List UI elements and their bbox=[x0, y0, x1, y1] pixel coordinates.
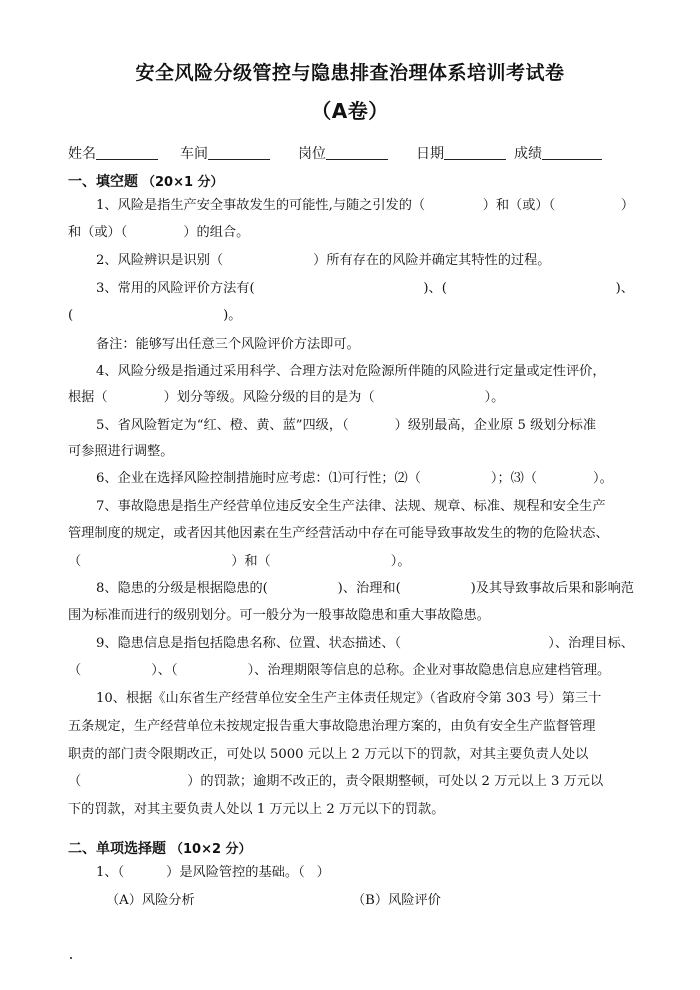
question-9-line-2: （ ）、（ ）、治理期限等信息的总称。企业对事故隐患信息应建档管理。 bbox=[68, 663, 611, 678]
question-1-line-1: 1、风险是指生产安全事故发生的可能性,与随之引发的（ ）和（或）（ ） bbox=[96, 198, 634, 213]
question-10-line-4: （ ）的罚款；逾期不改正的，责令限期整顿，可处以 2 万元以上 3 万元以 bbox=[68, 774, 604, 789]
student-info-row bbox=[68, 143, 648, 163]
section-title: 一、填空题 bbox=[68, 174, 138, 190]
question-1-line-2: 和（或）（ ）的组合。 bbox=[68, 225, 250, 240]
question-8-line-2: 围为标准而进行的级别划分。可一般分为一般事故隐患和重大事故隐患。 bbox=[68, 608, 490, 623]
page-title: 安全风险分级管控与隐患排查治理体系培训考试卷 bbox=[135, 62, 565, 84]
question-7-line-1: 7、事故隐患是指生产经营单位违反安全生产法律、法规、规章、标准、规程和安全生产 bbox=[96, 499, 606, 514]
question-7-line-3: （ ）和（ ）。 bbox=[68, 554, 411, 569]
option-b[interactable]: （B）风险评价 bbox=[352, 893, 441, 908]
name-field[interactable] bbox=[96, 145, 158, 160]
score-field[interactable] bbox=[542, 145, 602, 160]
workshop-label: 车间 bbox=[180, 146, 208, 162]
post-field[interactable] bbox=[326, 145, 388, 160]
question-10-line-5: 下的罚款，对其主要负责人处以 1 万元以上 2 万元以下的罚款。 bbox=[68, 802, 445, 817]
question-10-line-1: 10、根据《山东省生产经营单位安全生产主体责任规定》（省政府令第 303 号）第三十 bbox=[96, 691, 602, 706]
question-3-note: 备注：能够写出任意三个风险评价方法即可。 bbox=[96, 337, 360, 352]
question-3-line-1: 3、常用的风险评价方法有( )、( )、 bbox=[96, 281, 634, 296]
question-7-line-2: 管理制度的规定，或者因其他因素在生产经营活动中存在可能导致事故发生的物的危险状态、 bbox=[68, 526, 609, 541]
option-a[interactable]: （A）风险分析 bbox=[106, 893, 195, 908]
choice-question-1: 1、（ ）是风险管控的基础。（ ） bbox=[96, 865, 330, 880]
section-heading bbox=[68, 838, 252, 858]
question-3-line-2: ( )。 bbox=[68, 308, 242, 323]
name-label: 姓名 bbox=[68, 146, 96, 162]
question-10-line-2: 五条规定，生产经营单位未按规定报告重大事故隐患治理方案的，由负有安全生产监督管理 bbox=[68, 719, 596, 734]
section-points: （10×2 分） bbox=[170, 842, 252, 857]
date-field[interactable] bbox=[444, 145, 506, 160]
question-5-line-1: 5、省风险暂定为“红、橙、黄、蓝”四级，（ ）级别最高，企业原 5 级划分标准 bbox=[96, 418, 597, 433]
question-2: 2、风险辨识是识别（ ）所有存在的风险并确定其特性的过程。 bbox=[96, 253, 551, 268]
question-10-line-3: 职责的部门责令限期改正，可处以 5000 元以上 2 万元以下的罚款，对其主要负责人处以 bbox=[68, 747, 589, 762]
page-speck bbox=[70, 957, 72, 959]
question-6: 6、企业在选择风险控制措施时应考虑：⑴可行性；⑵（ ）；⑶（ ）。 bbox=[96, 471, 613, 486]
question-5-line-2: 可参照进行调整。 bbox=[68, 444, 174, 459]
section-points: （20×1 分） bbox=[142, 175, 224, 190]
question-9-line-1: 9、隐患信息是指包括隐患名称、位置、状态描述、（ ）、治理目标、 bbox=[96, 636, 634, 651]
post-label: 岗位 bbox=[298, 146, 326, 162]
date-label: 日期 bbox=[416, 146, 444, 162]
question-4-line-1: 4、风险分级是指通过采用科学、合理方法对危险源所伴随的风险进行定量或定性评价， bbox=[96, 364, 606, 379]
question-4-line-2: 根据（ ）划分等级。风险分级的目的是为（ ）。 bbox=[68, 390, 505, 405]
score-label: 成绩 bbox=[514, 146, 542, 162]
section-title: 二、单项选择题 bbox=[68, 841, 166, 857]
workshop-field[interactable] bbox=[208, 145, 270, 160]
section-heading bbox=[68, 171, 224, 191]
question-8-line-1: 8、隐患的分级是根据隐患的( )、治理和( )及其导致事故后果和影响范 bbox=[96, 581, 634, 596]
page-subtitle: （A卷） bbox=[311, 99, 389, 123]
